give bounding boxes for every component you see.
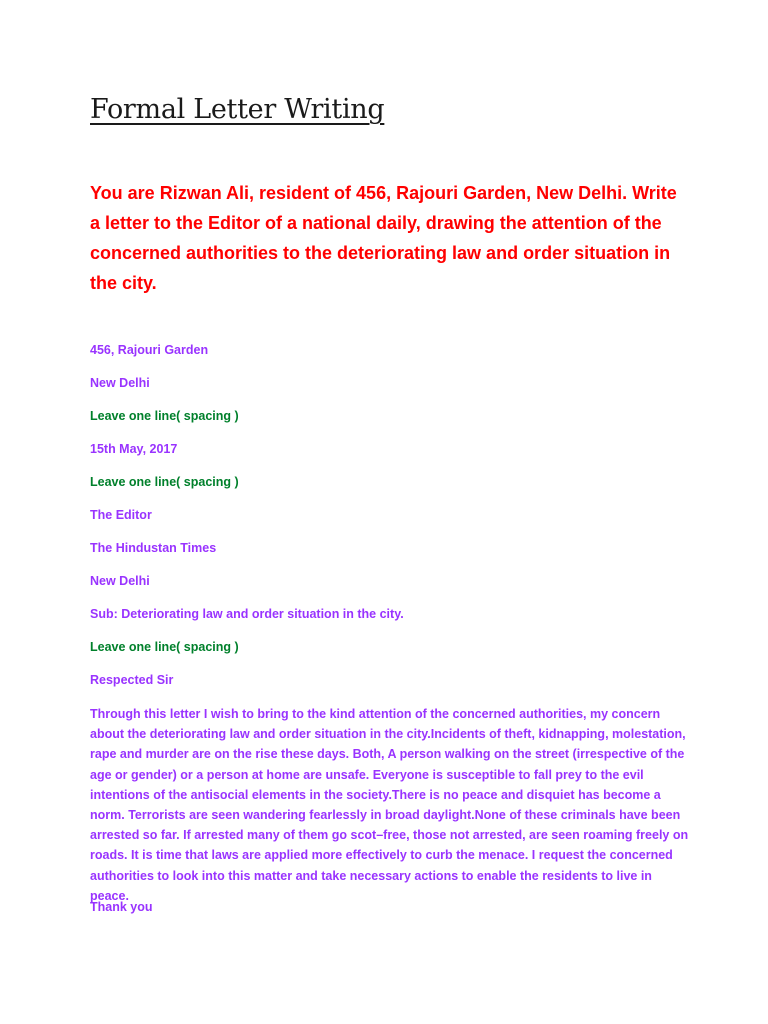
letter-subject: Sub: Deteriorating law and order situation in the city. — [90, 607, 404, 621]
letter-body: Through this letter I wish to bring to the kind attention of the concerned authorities, my concern about the deteriorating law and order situation in the city.Incidents of theft, kidnapping, molestation, rape and murder are on the rise these days. Both, A person walking on the street (irrespective of the age or gender) or a person at home are unsafe. Everyone is susceptible to fall prey to the evil intentions of the antisocial elements in the society.There is no peace and disquiet has become a norm. Terrorists are seen wandering fearlessly in broad daylight.None of these criminals have been arrested so far. If arrested many of them go scot–free, those not arrested, are seen roaming freely on roads. It is time that laws are applied more effectively to curb the menace. I request the concerned authorities to look into this matter and take necessary actions to enable the residents to live in peace. — [90, 707, 689, 903]
sender-address-line1: 456, Rajouri Garden — [90, 343, 209, 357]
letter-salutation: Respected Sir — [90, 673, 174, 687]
spacing-note: Leave one line( spacing ) — [90, 640, 239, 654]
recipient-line3: New Delhi — [90, 574, 150, 588]
recipient-line1: The Editor — [90, 508, 152, 522]
spacing-note: Leave one line( spacing ) — [90, 475, 239, 489]
question-prompt: You are Rizwan Ali, resident of 456, Rajouri Garden, New Delhi. Write a letter to the Editor of a national daily, drawing the attention of the concerned authorities to the deteriorating law and order situation in the city. — [90, 183, 677, 293]
sender-address-line2: New Delhi — [90, 376, 150, 390]
document-title: Formal Letter Writing — [90, 94, 385, 125]
letter-date: 15th May, 2017 — [90, 442, 178, 456]
spacing-note: Leave one line( spacing ) — [90, 409, 239, 423]
recipient-line2: The Hindustan Times — [90, 541, 217, 555]
letter-closing: Thank you — [90, 900, 153, 914]
